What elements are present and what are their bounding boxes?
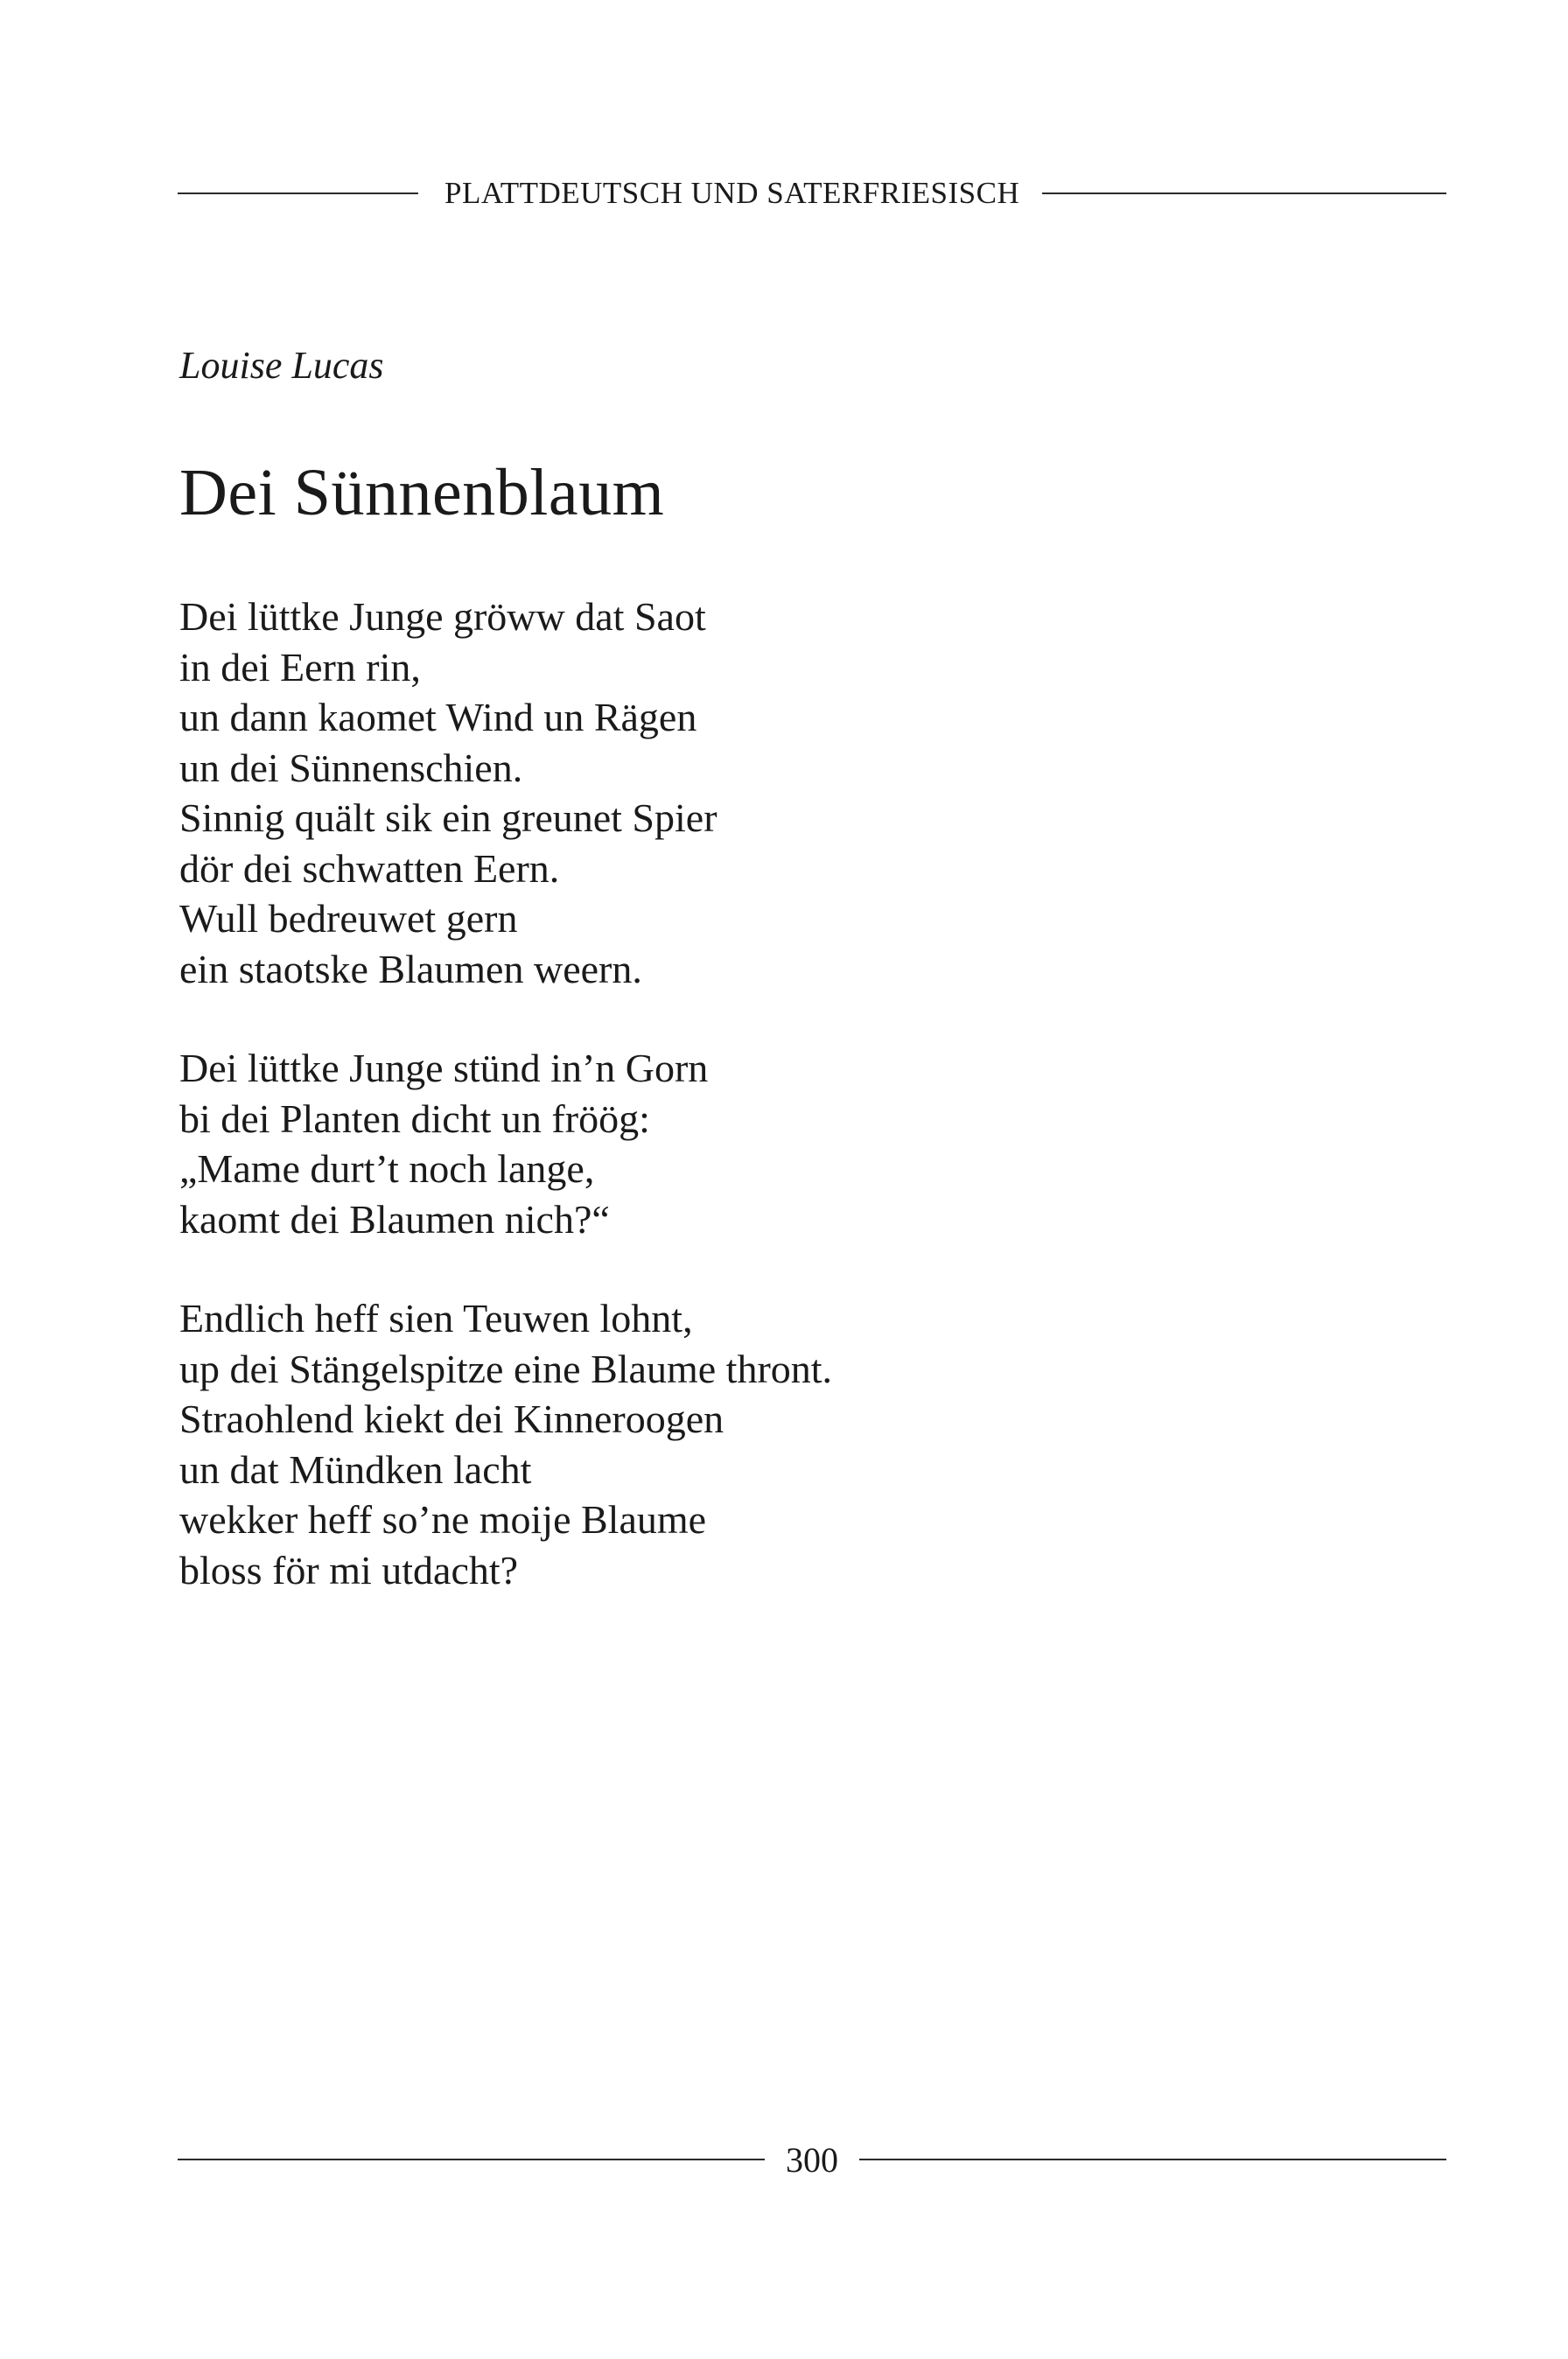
poem-line: dör dei schwatten Eern. <box>179 845 560 891</box>
poem-line: Sinnig quält sik ein greunet Spier <box>179 795 718 840</box>
poem-author: Louise Lucas <box>179 344 384 387</box>
poem-line: „Mame durt’t noch lange, <box>179 1146 595 1191</box>
poem-line: Wull bedreuwet gern <box>179 896 518 941</box>
poem-title: Dei Sünnenblaum <box>179 456 665 529</box>
poem-line: un dat Mündken lacht <box>179 1446 532 1492</box>
running-title: PLATTDEUTSCH UND SATERFRIESISCH <box>444 176 1020 210</box>
poem-line: up dei Stängelspitze eine Blaume thront. <box>179 1346 833 1391</box>
poem-line: wekker heff so’ne moije Blaume <box>179 1497 707 1542</box>
running-header <box>178 172 1446 215</box>
page-number: 300 <box>786 2139 838 2180</box>
poem-line: ein staotske Blaumen weern. <box>179 946 642 991</box>
poem-line: un dei Sünnenschien. <box>179 745 523 790</box>
poem-line: Dei lüttke Junge gröww dat Saot <box>179 594 706 639</box>
stanza-2 <box>179 1043 1404 1244</box>
poem-line: in dei Eern rin, <box>179 644 421 690</box>
poem-line: Endlich heff sien Teuwen lohnt, <box>179 1296 693 1340</box>
poem-line: un dann kaomet Wind un Rägen <box>179 695 697 739</box>
poem-line: Dei lüttke Junge stünd in’n Gorn <box>179 1046 709 1090</box>
stanza-1 <box>179 592 1404 994</box>
page-footer <box>178 2135 1446 2184</box>
poem-line: bi dei Planten dicht un fröög: <box>179 1096 650 1141</box>
poem-line: Straohlend kiekt dei Kinneroogen <box>179 1396 724 1441</box>
footer-rule-left <box>178 2159 765 2160</box>
header-rule-left <box>178 192 418 194</box>
poem-body <box>179 592 1404 1644</box>
poem-line: kaomt dei Blaumen nich?“ <box>179 1196 610 1242</box>
poem-line: bloss för mi utdacht? <box>179 1547 519 1592</box>
stanza-3 <box>179 1293 1404 1595</box>
header-rule-right <box>1042 192 1446 194</box>
footer-rule-right <box>859 2159 1446 2160</box>
